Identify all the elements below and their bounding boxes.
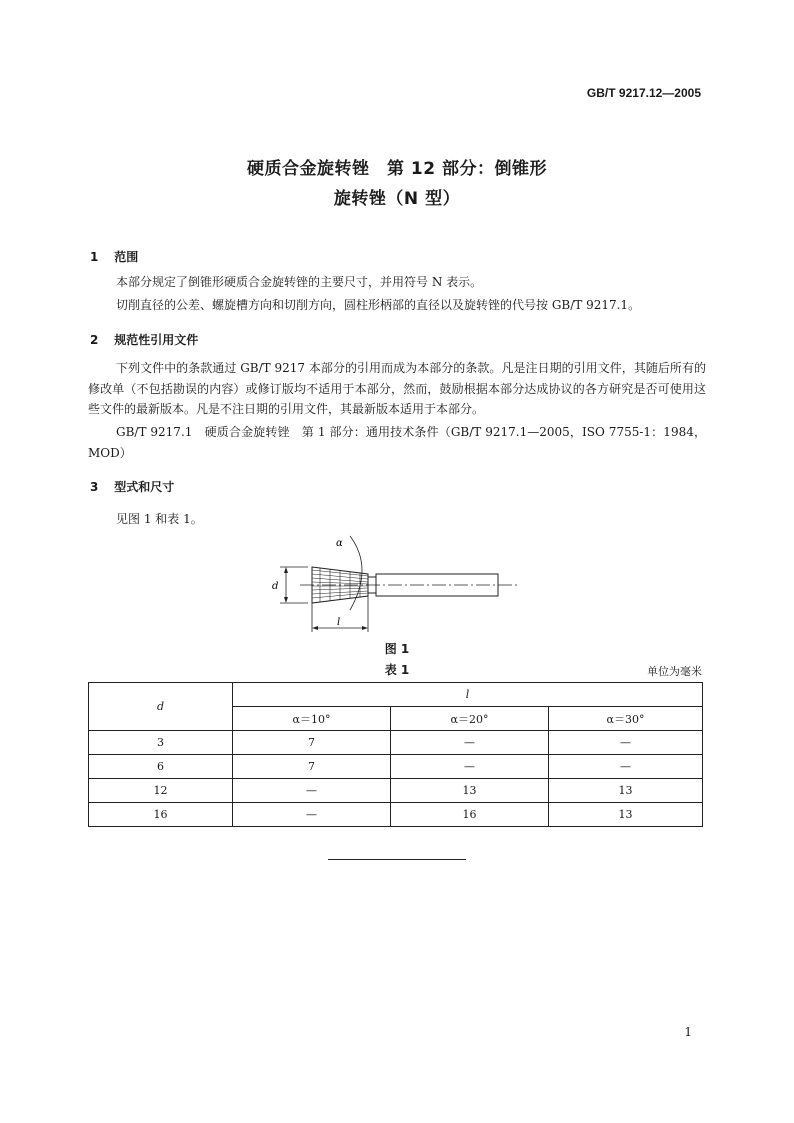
cell-l: 7	[233, 731, 391, 755]
section-heading-type-dimensions	[90, 478, 174, 495]
section-number: 3	[90, 480, 99, 494]
cell-l: 13	[391, 779, 549, 803]
table-unit-note: 单位为毫米	[647, 665, 702, 678]
section-number: 1	[90, 250, 99, 264]
column-header-d: d	[89, 683, 233, 731]
arrowhead-icon	[312, 626, 318, 630]
dimensions-table	[88, 682, 703, 827]
cell-l: —	[391, 731, 549, 755]
arrowhead-icon	[362, 626, 368, 630]
cell-l: —	[233, 779, 391, 803]
table-header-row	[89, 683, 703, 707]
column-header-l: l	[233, 683, 703, 707]
table-row	[89, 731, 703, 755]
cell-d: 6	[89, 755, 233, 779]
cell-l: 13	[549, 779, 703, 803]
section-heading-normative-references	[90, 331, 198, 348]
table-caption: 表 1	[384, 663, 410, 677]
dimension-label-l: l	[337, 617, 341, 628]
cell-l: —	[549, 731, 703, 755]
cell-l: 13	[549, 803, 703, 827]
scope-paragraph-1: 本部分规定了倒锥形硬质合金旋转锉的主要尺寸，并用符号 N 表示。	[116, 275, 483, 289]
section-title: 型式和尺寸	[114, 480, 175, 494]
arrowhead-icon	[284, 567, 288, 573]
cell-l: —	[391, 755, 549, 779]
table-row	[89, 779, 703, 803]
section-heading-scope	[90, 248, 138, 265]
dimensions-paragraph: 见图 1 和表 1。	[116, 512, 203, 526]
document-title-line2: 旋转锉（N 型）	[333, 189, 461, 209]
table-row	[89, 803, 703, 827]
document-title-line1: 硬质合金旋转锉 第 12 部分：倒锥形	[247, 159, 547, 179]
section-title: 范围	[114, 250, 139, 264]
cell-l: —	[549, 755, 703, 779]
cell-l: 16	[391, 803, 549, 827]
cell-l: —	[233, 803, 391, 827]
arrowhead-icon	[284, 597, 288, 603]
standard-code: GB/T 9217.12—2005	[586, 86, 701, 100]
cell-d: 3	[89, 731, 233, 755]
scope-paragraph-2: 切削直径的公差、螺旋槽方向和切削方向，圆柱形柄部的直径以及旋转锉的代号按 GB/T 9217.1。	[116, 298, 641, 312]
figure-caption: 图 1	[384, 642, 410, 656]
figure-rotary-burr-drawing	[260, 532, 530, 640]
references-paragraph-1: 下列文件中的条款通过 GB/T 9217 本部分的引用而成为本部分的条款。凡是注日期的引用文件，其随后所有的修改单（不包括勘误的内容）或修订版均不适用于本部分，然而，鼓励根据本部分达成协议的各方研究是否可使用这些文件的最新版本。凡是不注日期的引用文件，其最新版本适用于本部分。	[88, 361, 707, 416]
subheader-alpha-30: α＝30°	[549, 707, 703, 731]
section-number: 2	[90, 333, 99, 347]
end-rule-divider	[328, 859, 466, 860]
cell-d: 12	[89, 779, 233, 803]
table-row	[89, 755, 703, 779]
section-title: 规范性引用文件	[114, 333, 199, 347]
cell-l: 7	[233, 755, 391, 779]
page-number: 1	[684, 1025, 692, 1039]
cell-d: 16	[89, 803, 233, 827]
subheader-alpha-10: α＝10°	[233, 707, 391, 731]
references-paragraph-2: GB/T 9217.1 硬质合金旋转锉 第 1 部分：通用技术条件（GB/T 9217.1—2005，ISO 7755-1：1984，MOD）	[88, 425, 706, 460]
subheader-alpha-20: α＝20°	[391, 707, 549, 731]
dimension-label-d: d	[272, 581, 279, 592]
angle-label-alpha: α	[336, 538, 343, 549]
